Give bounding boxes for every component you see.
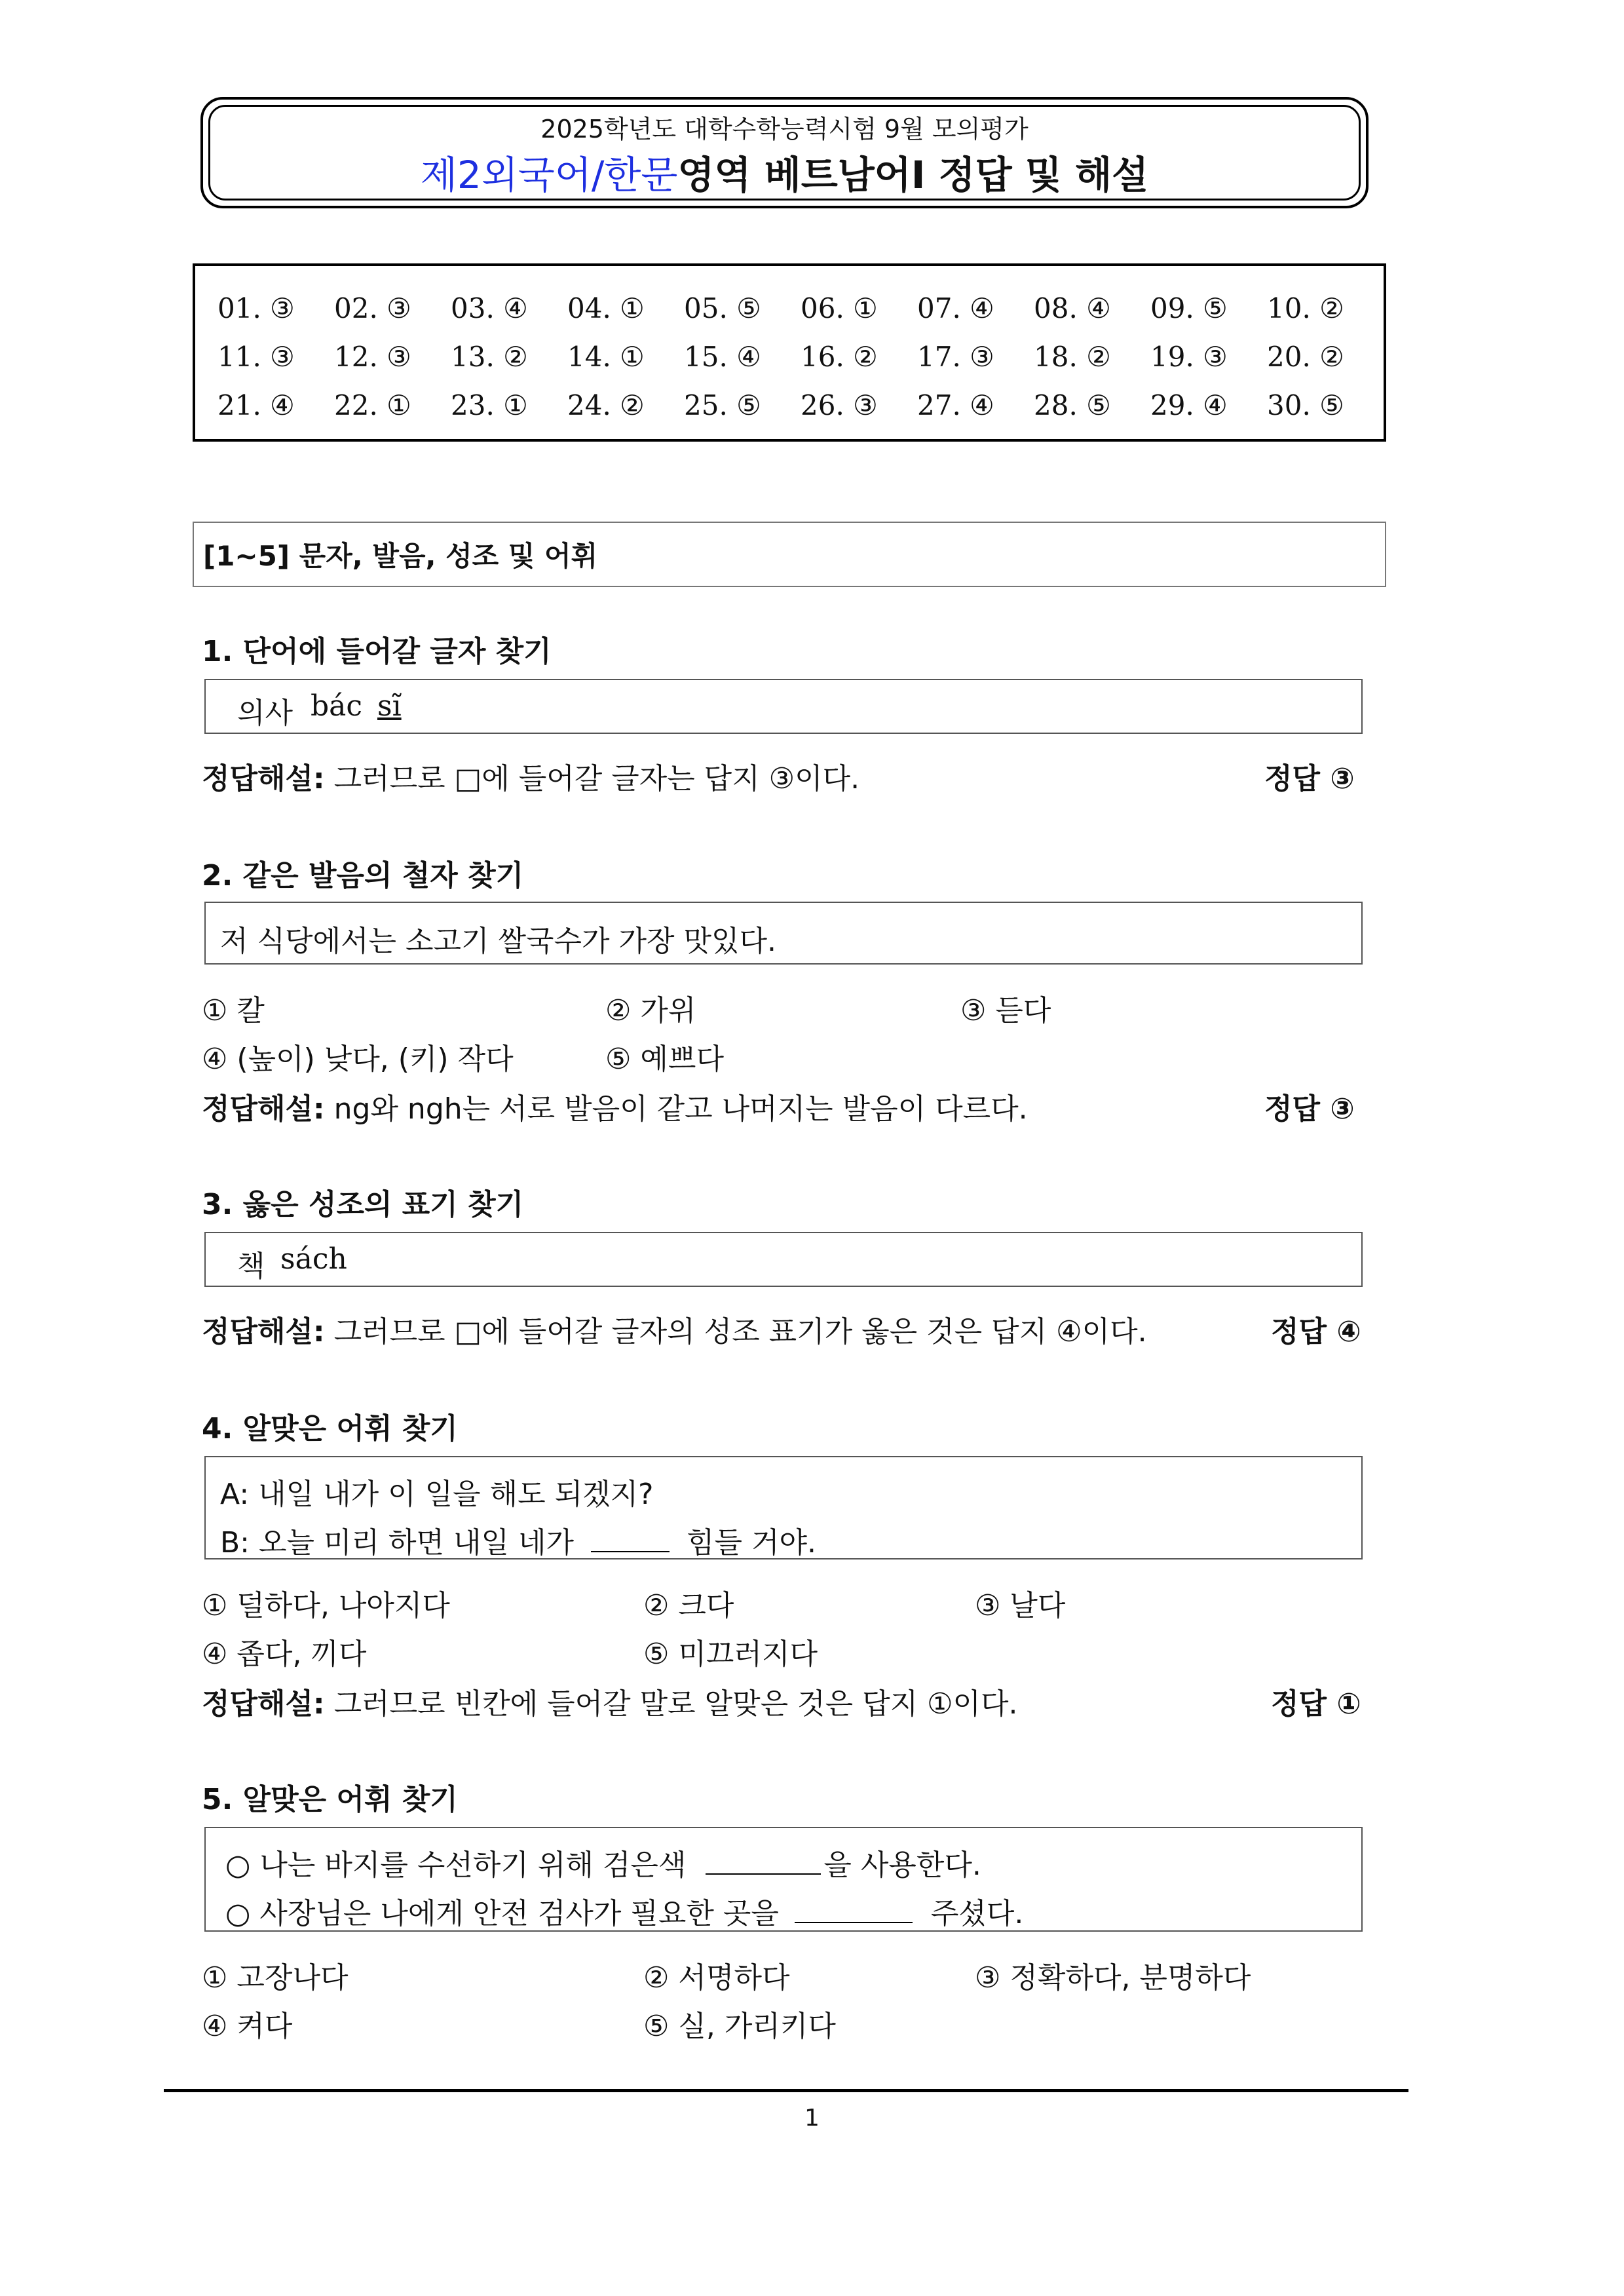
answer-cell: 16. ② — [801, 341, 878, 373]
page-number: 1 — [804, 2105, 820, 2132]
question-4-box — [204, 1456, 1363, 1559]
answer-row — [195, 389, 1384, 436]
question-3-korean: 책 — [237, 1250, 265, 1283]
option-4: ④ 좁다, 끼다 — [202, 1637, 367, 1671]
title-box — [200, 97, 1369, 208]
question-5-heading: 5. 알맞은 어휘 찾기 — [202, 1783, 458, 1816]
question-4-explanation — [202, 1680, 1018, 1722]
option-3: ③ 듣다 — [960, 994, 1051, 1027]
sentence-1-end: 을 사용한다. — [823, 1848, 981, 1882]
question-5-box — [204, 1827, 1363, 1932]
section-title: [1~5] 문자, 발음, 성조 및 어휘 — [203, 540, 598, 572]
answer-cell: 05. ⑤ — [684, 292, 761, 324]
answer-cell: 15. ④ — [684, 341, 761, 373]
option-3: ③ 날다 — [975, 1589, 1066, 1622]
dialogue-b-end: 힘들 거야. — [686, 1526, 816, 1559]
dialogue-line-b — [220, 1519, 816, 1561]
answer-blank — [706, 1873, 821, 1875]
question-1-box — [204, 679, 1363, 734]
answer-cell: 12. ③ — [334, 341, 411, 373]
answer-row — [195, 341, 1384, 388]
explanation-label: 정답해설: — [202, 762, 325, 795]
option-5: ⑤ 예쁘다 — [605, 1043, 724, 1076]
answer-cell: 21. ④ — [217, 389, 295, 421]
explanation-text: 그러므로 □에 들어갈 글자는 답지 ③이다. — [333, 762, 860, 795]
answer-cell: 10. ② — [1267, 292, 1344, 324]
exam-name: 2025학년도 대학수학능력시험 9월 모의평가 — [540, 115, 1029, 144]
answer-cell: 19. ③ — [1150, 341, 1228, 373]
question-1-word2: sĩ — [377, 689, 402, 723]
question-4-heading: 4. 알맞은 어휘 찾기 — [202, 1412, 458, 1445]
sentence-2 — [225, 1890, 1023, 1932]
sentence-1 — [225, 1841, 981, 1883]
section-header — [193, 522, 1386, 587]
answer-cell: 23. ① — [451, 389, 528, 421]
sentence-2-start: ○ 사장님은 나에게 안전 검사가 필요한 곳을 — [225, 1897, 779, 1930]
answer-row — [195, 292, 1384, 339]
option-5: ⑤ 미끄러지다 — [643, 1637, 818, 1671]
answer-blank — [591, 1550, 670, 1552]
answer-cell: 04. ① — [567, 292, 645, 324]
question-2-heading: 2. 같은 발음의 철자 찾기 — [202, 859, 524, 892]
answer-cell: 13. ② — [451, 341, 528, 373]
explanation-text: 그러므로 빈칸에 들어갈 말로 알맞은 것은 답지 ①이다. — [333, 1687, 1018, 1721]
question-2-answer: 정답 ③ — [1264, 1092, 1355, 1126]
answer-cell: 14. ① — [567, 341, 645, 373]
answer-cell: 27. ④ — [917, 389, 994, 421]
answer-cell: 18. ② — [1034, 341, 1111, 373]
answer-cell: 26. ③ — [801, 389, 878, 421]
answer-cell: 22. ① — [334, 389, 411, 421]
dialogue-line-a: A: 내일 내가 이 일을 해도 되겠지? — [220, 1478, 654, 1511]
sentence-2-end: 주셨다. — [930, 1897, 1024, 1930]
answer-cell: 20. ② — [1267, 341, 1344, 373]
question-1-korean: 의사 — [237, 697, 293, 730]
document-title — [203, 144, 1366, 199]
question-3-box — [204, 1232, 1363, 1287]
answer-cell: 11. ③ — [217, 341, 295, 373]
question-3-heading: 3. 옳은 성조의 표기 찾기 — [202, 1188, 524, 1221]
question-1-answer: 정답 ③ — [1264, 762, 1355, 795]
answer-cell: 29. ④ — [1150, 389, 1228, 421]
answer-cell: 06. ① — [801, 292, 878, 324]
answer-cell: 07. ④ — [917, 292, 994, 324]
option-1: ① 고장나다 — [202, 1961, 349, 1995]
question-2-sentence: 저 식당에서는 소고기 쌀국수가 가장 맛있다. — [220, 925, 776, 958]
question-1-word: bác — [311, 689, 363, 723]
question-2-box — [204, 902, 1363, 965]
answer-cell: 03. ④ — [451, 292, 528, 324]
answer-cell: 17. ③ — [917, 341, 994, 373]
answer-cell: 24. ② — [567, 389, 645, 421]
answer-cell: 09. ⑤ — [1150, 292, 1228, 324]
footer-divider — [164, 2089, 1408, 2092]
question-1-heading: 1. 단어에 들어갈 글자 찾기 — [202, 635, 552, 668]
question-3-explanation — [202, 1308, 1147, 1350]
option-1: ① 덜하다, 나아지다 — [202, 1589, 450, 1622]
option-2: ② 크다 — [643, 1589, 734, 1622]
option-4: ④ (높이) 낮다, (키) 작다 — [202, 1043, 514, 1076]
option-2: ② 가위 — [605, 994, 696, 1027]
option-2: ② 서명하다 — [643, 1961, 790, 1995]
option-5: ⑤ 실, 가리키다 — [643, 2010, 836, 2043]
answer-blank — [795, 1921, 913, 1923]
answer-cell: 01. ③ — [217, 292, 295, 324]
question-1-explanation — [202, 755, 859, 797]
answer-cell: 02. ③ — [334, 292, 411, 324]
option-1: ① 칼 — [202, 994, 265, 1027]
explanation-text: ng와 ngh는 서로 발음이 같고 나머지는 발음이 다르다. — [333, 1092, 1028, 1126]
answer-cell: 30. ⑤ — [1267, 389, 1344, 421]
answer-cell: 25. ⑤ — [684, 389, 761, 421]
question-3-answer: 정답 ④ — [1271, 1315, 1361, 1349]
question-3-word: sách — [280, 1242, 347, 1276]
explanation-label: 정답해설: — [202, 1092, 325, 1126]
question-4-answer: 정답 ① — [1271, 1687, 1361, 1721]
title-rest: 영역 베트남어Ⅰ 정답 및 해설 — [677, 153, 1149, 197]
option-4: ④ 켜다 — [202, 2010, 293, 2043]
answer-cell: 28. ⑤ — [1034, 389, 1111, 421]
answer-cell: 08. ④ — [1034, 292, 1111, 324]
option-3: ③ 정확하다, 분명하다 — [975, 1961, 1251, 1995]
explanation-label: 정답해설: — [202, 1687, 325, 1721]
answer-key-table — [193, 263, 1386, 442]
explanation-label: 정답해설: — [202, 1315, 325, 1349]
subject-area: 제2외국어/한문 — [420, 153, 678, 197]
explanation-text: 그러므로 □에 들어갈 글자의 성조 표기가 옳은 것은 답지 ④이다. — [333, 1315, 1147, 1349]
dialogue-b-start: B: 오늘 미리 하면 내일 네가 — [220, 1526, 574, 1559]
sentence-1-start: ○ 나는 바지를 수선하기 위해 검은색 — [225, 1848, 687, 1882]
question-2-explanation — [202, 1085, 1028, 1127]
